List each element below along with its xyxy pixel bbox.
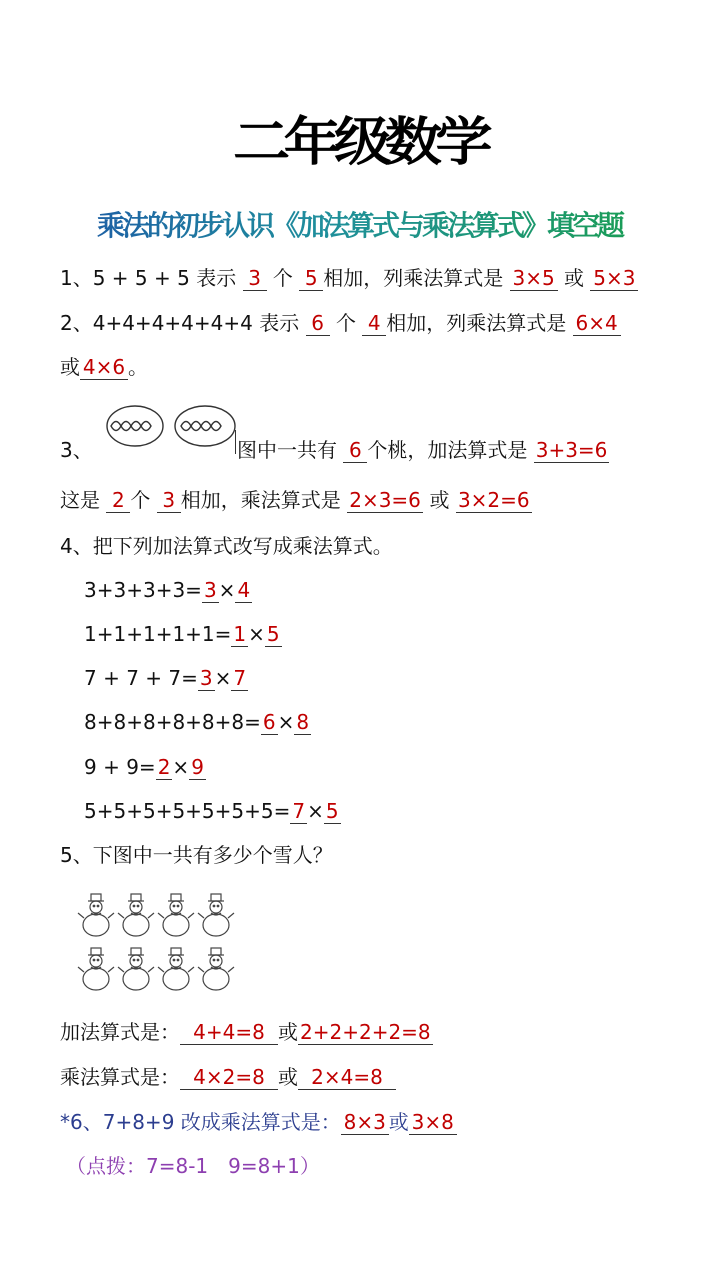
snowman-icon (78, 948, 114, 990)
q2-answer-1: 6 (306, 311, 330, 336)
q4-row-expression: 3+3+3+3= (84, 578, 202, 602)
q5-prompt: 5、下图中一共有多少个雪人？ (60, 843, 333, 867)
q4-row (84, 753, 206, 781)
q3-answer-3: 2 (106, 488, 130, 513)
q3-answer-6: 3×2=6 (456, 488, 532, 513)
q4-row (84, 620, 282, 648)
q3-answer-5: 2×3=6 (347, 488, 423, 513)
snowman-icon (158, 894, 194, 936)
q3-text-2: 个桃，加法算式是 (367, 438, 528, 462)
q4-row-answer-a: 1 (233, 622, 247, 646)
q5-mul-answer-1: 4×2=8 (180, 1065, 278, 1090)
question-2-continued (60, 353, 148, 381)
q6-hint: （点拨：7=8-1 9=8+1） (66, 1154, 320, 1178)
q1-text-2: 个 (272, 266, 293, 290)
q3-answer-1: 6 (343, 438, 367, 463)
q6-text: *6、7+8+9 改成乘法算式是： (60, 1110, 341, 1134)
times-sign: × (277, 710, 295, 734)
q5-add-answer-1: 4+4=8 (180, 1020, 278, 1045)
times-sign: × (172, 755, 190, 779)
q2-answer-2: 4 (362, 311, 386, 336)
q4-row-answer-a: 3 (203, 578, 217, 602)
question-3-line-2 (60, 486, 532, 514)
q4-row-expression: 9 + 9= (84, 755, 156, 779)
snowman-icon (198, 948, 234, 990)
page-title: 二年级数学 (232, 113, 486, 173)
q5-multiplication-line (60, 1063, 396, 1091)
q4-row-expression: 5+5+5+5+5+5+5= (84, 799, 291, 823)
q5-add-answer-2: 2+2+2+2=8 (300, 1020, 431, 1044)
q2-text: 2、4+4+4+4+4+4 表示 (60, 311, 300, 335)
q4-row-answer-b: 7 (233, 666, 247, 690)
q4-row-answer-a: 2 (157, 755, 171, 779)
snowman-icon (78, 894, 114, 936)
q2-or: 或 (60, 355, 80, 379)
q4-row-answer-a: 3 (199, 666, 213, 690)
q3-number: 3、 (60, 438, 93, 462)
q6-answer-1: 8×3 (341, 1110, 389, 1135)
q2-answer-4: 4×6 (80, 355, 128, 380)
q4-row (84, 576, 252, 604)
q4-row-answer-b: 8 (296, 710, 310, 734)
q4-row (84, 708, 311, 736)
q2-text-3: 相加，列乘法算式是 (386, 311, 567, 335)
peach-group-icon (105, 403, 237, 449)
page-subtitle: 乘法的初步认识《加法算式与乘法算式》填空题 (0, 204, 719, 244)
q4-row-answer-b: 4 (237, 578, 251, 602)
q1-text-3: 相加，列乘法算式是 (323, 266, 504, 290)
q1-or: 或 (564, 266, 584, 290)
q1-answer-3: 3×5 (510, 266, 558, 291)
snowman-icon-group (76, 890, 240, 994)
q3-answer-2: 3+3=6 (535, 438, 608, 462)
times-sign: × (248, 622, 265, 646)
q3-answer-4: 3 (157, 488, 181, 513)
q5-mul-answer-2: 2×4=8 (298, 1065, 396, 1090)
question-2 (60, 309, 621, 337)
q4-row (84, 664, 248, 692)
q2-text-2: 个 (335, 311, 356, 335)
q1-text: 1、5 + 5 + 5 表示 (60, 266, 237, 290)
q5-addition-line (60, 1018, 433, 1046)
times-sign: × (218, 578, 236, 602)
question-1 (60, 264, 638, 292)
q3-text-1: 图中一共有 (237, 438, 337, 462)
q2-end: 。 (128, 355, 148, 379)
q3-or: 或 (429, 488, 450, 512)
q5-mul-label: 乘法算式是： (60, 1065, 180, 1089)
question-3-line-1 (237, 436, 609, 464)
q6-answer-2: 3×8 (409, 1110, 457, 1135)
q5-or-1: 或 (278, 1020, 298, 1044)
q3-text-4: 个 (130, 488, 151, 512)
snowman-icon (158, 948, 194, 990)
q1-answer-2: 5 (299, 266, 323, 291)
q4-row-answer-a: 7 (292, 799, 306, 823)
q4-row (84, 797, 341, 825)
q4-row-answer-b: 9 (191, 755, 204, 779)
snowman-icon (118, 894, 154, 936)
q5-or-2: 或 (278, 1065, 298, 1089)
q4-row-answer-b: 5 (325, 799, 339, 823)
q4-row-expression: 7 + 7 + 7= (84, 666, 198, 690)
text-cursor-mark (235, 430, 236, 454)
times-sign: × (307, 799, 324, 823)
snowman-grid (76, 890, 240, 994)
q3-text-3: 这是 (60, 488, 100, 512)
times-sign: × (214, 666, 232, 690)
q2-answer-3: 6×4 (573, 311, 621, 336)
q4-prompt: 4、把下列加法算式改写成乘法算式。 (60, 534, 393, 558)
snowman-icon (118, 948, 154, 990)
question-6 (60, 1108, 457, 1136)
q1-answer-1: 3 (243, 266, 267, 291)
q4-row-expression: 1+1+1+1+1= (84, 622, 232, 646)
q4-row-expression: 8+8+8+8+8+8= (84, 710, 261, 734)
snowman-icon (198, 894, 234, 936)
q5-add-label: 加法算式是： (60, 1020, 180, 1044)
q1-answer-4: 5×3 (590, 266, 638, 291)
q3-text-5: 相加，乘法算式是 (180, 488, 341, 512)
q4-row-answer-b: 5 (266, 622, 280, 646)
q6-or: 或 (388, 1110, 409, 1134)
q4-row-answer-a: 6 (262, 710, 276, 734)
